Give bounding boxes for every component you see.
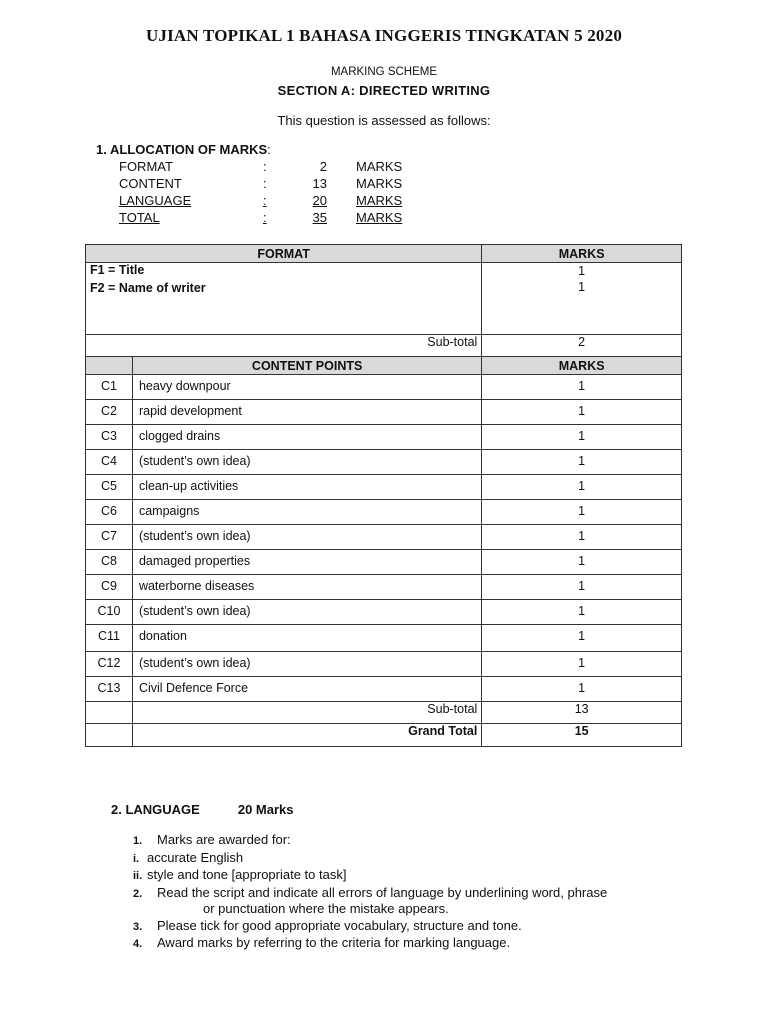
table-row: C13 Civil Defence Force 1 bbox=[86, 677, 682, 702]
list-item: 3. Please tick for good appropriate vocabulary, structure and tone. bbox=[133, 918, 522, 933]
list-item: 4. Award marks by referring to the criteria for marking language. bbox=[133, 935, 511, 950]
table-row: C4 (student’s own idea) 1 bbox=[86, 450, 682, 475]
section-heading: SECTION A: DIRECTED WRITING bbox=[277, 83, 491, 98]
list-item: i. accurate English bbox=[133, 850, 244, 865]
allocation-row-language: LANGUAGE : 20 MARKS bbox=[119, 193, 403, 208]
format-subtotal-label: Sub-total bbox=[86, 335, 482, 357]
allocation-row-total: TOTAL : 35 MARKS bbox=[119, 210, 403, 225]
format-items bbox=[86, 263, 482, 335]
document-title: UJIAN TOPIKAL 1 BAHASA INGGERIS TINGKATAN 5 2020 bbox=[145, 26, 623, 45]
grand-total-spacer bbox=[86, 724, 133, 747]
list-item: ii. style and tone [appropriate to task] bbox=[133, 867, 347, 882]
assessed-note: This question is assessed as follows: bbox=[277, 113, 491, 128]
marking-scheme-label: MARKING SCHEME bbox=[330, 66, 438, 78]
list-item: 1. Marks are awarded for: bbox=[133, 832, 291, 847]
marking-table bbox=[85, 244, 682, 747]
table-row: C7 (student’s own idea) 1 bbox=[86, 525, 682, 550]
table-row: C9 waterborne diseases 1 bbox=[86, 575, 682, 600]
table-row: C6 campaigns 1 bbox=[86, 500, 682, 525]
content-subtotal-label: Sub-total bbox=[132, 702, 481, 724]
table-row: C12 (student’s own idea) 1 bbox=[86, 652, 682, 677]
grand-total-label: Grand Total bbox=[132, 724, 481, 747]
marks-header: MARKS bbox=[482, 245, 682, 263]
format-item-title: F1 = Title bbox=[90, 263, 145, 277]
format-marks: 1 1 bbox=[482, 263, 682, 335]
allocation-heading: 1. ALLOCATION OF MARKS: bbox=[96, 142, 271, 157]
content-subtotal-value: 13 bbox=[482, 702, 682, 724]
allocation-row-content: CONTENT : 13 MARKS bbox=[119, 176, 403, 191]
list-item-continuation: or punctuation where the mistake appears. bbox=[203, 901, 449, 916]
table-row: C8 damaged properties 1 bbox=[86, 550, 682, 575]
content-subtotal-spacer bbox=[86, 702, 133, 724]
table-row: C2 rapid development 1 bbox=[86, 400, 682, 425]
table-row: C5 clean-up activities 1 bbox=[86, 475, 682, 500]
language-heading: 2. LANGUAGE 20 Marks bbox=[111, 802, 294, 817]
content-marks-header: MARKS bbox=[482, 357, 682, 375]
table-row: C1 heavy downpour 1 bbox=[86, 375, 682, 400]
allocation-row-format: FORMAT : 2 MARKS bbox=[119, 159, 403, 174]
format-item-writer: F2 = Name of writer bbox=[90, 281, 206, 295]
list-item: 2. Read the script and indicate all errors of language by underlining word, phrase bbox=[133, 885, 608, 900]
content-points-header: CONTENT POINTS bbox=[132, 357, 481, 375]
table-row: C3 clogged drains 1 bbox=[86, 425, 682, 450]
grand-total-value: 15 bbox=[482, 724, 682, 747]
format-header: FORMAT bbox=[86, 245, 482, 263]
content-id-header bbox=[86, 357, 133, 375]
language-marks: 20 Marks bbox=[237, 802, 294, 817]
format-subtotal-value: 2 bbox=[482, 335, 682, 357]
table-row: C10 (student’s own idea) 1 bbox=[86, 600, 682, 625]
table-row: C11 donation 1 bbox=[86, 625, 682, 652]
